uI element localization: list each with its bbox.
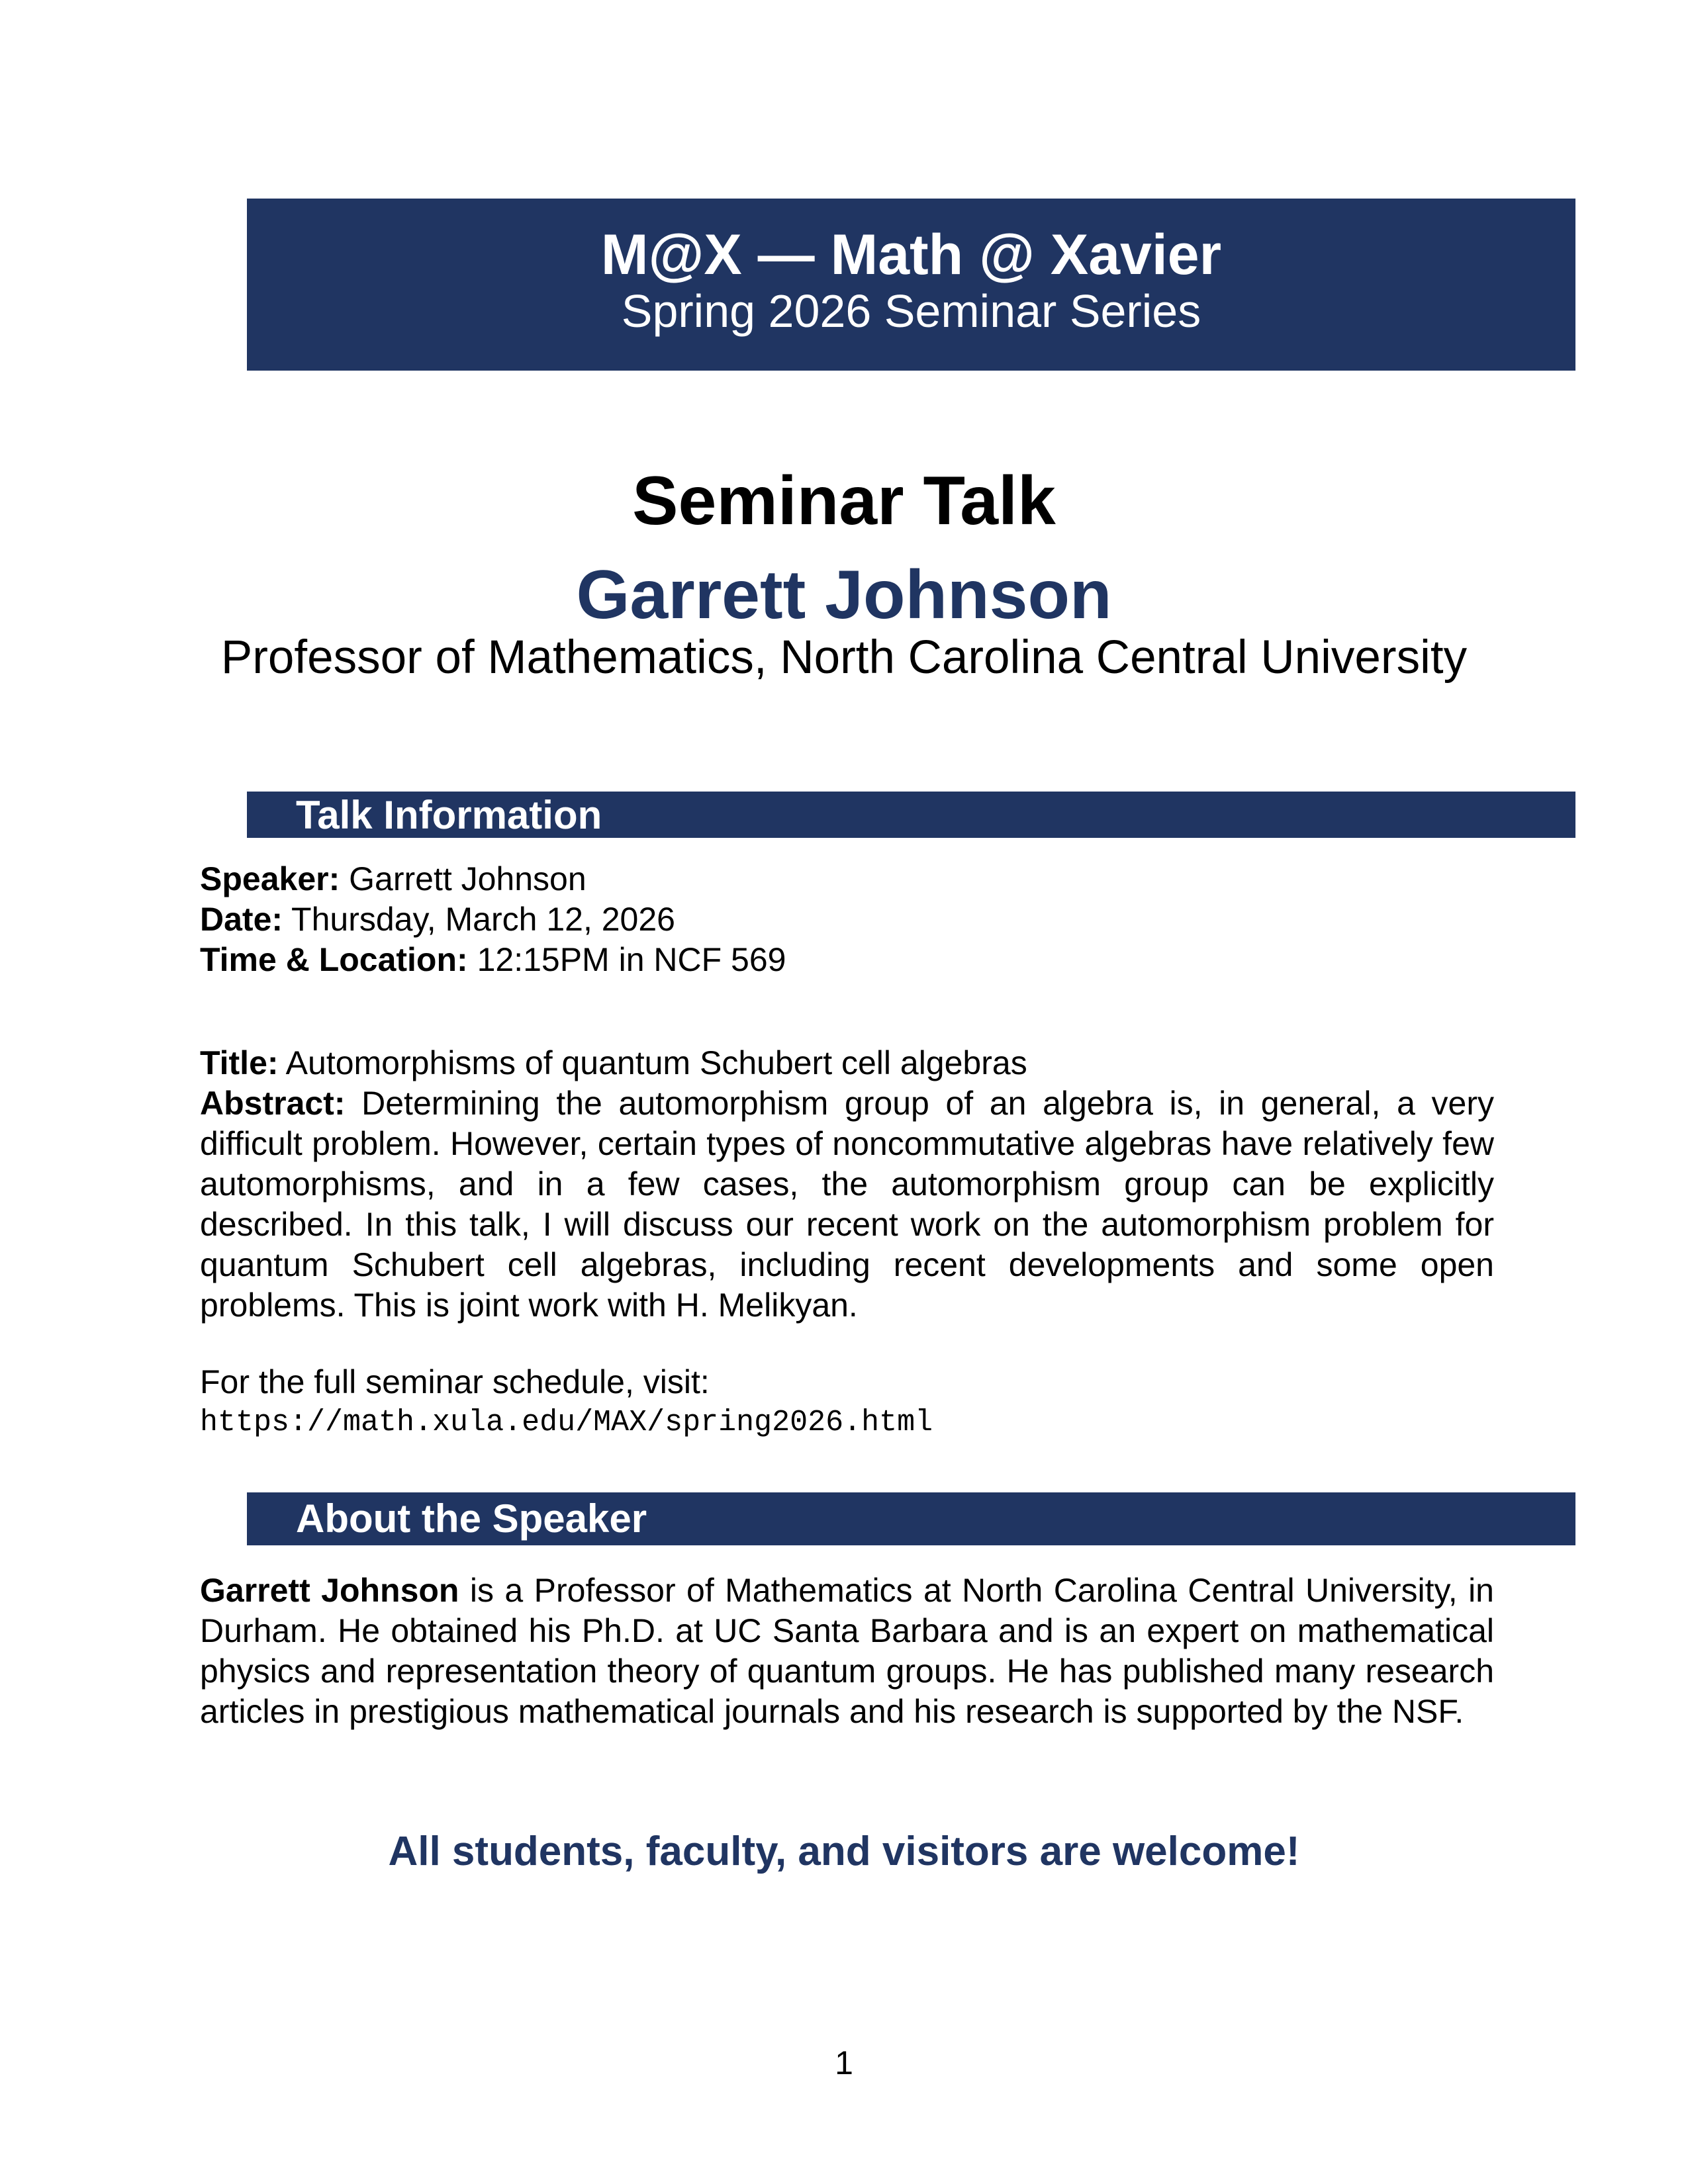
banner-subtitle: Spring 2026 Seminar Series	[621, 285, 1201, 337]
time-location-label: Time & Location:	[200, 941, 468, 978]
date-label: Date:	[200, 901, 283, 938]
speaker-bio	[200, 1570, 1494, 1732]
speaker-row	[200, 859, 1494, 899]
speaker-label: Speaker:	[200, 860, 340, 897]
section-header-talk-information	[247, 792, 1575, 838]
page-title: Seminar Talk	[632, 463, 1056, 539]
schedule-text: For the full seminar schedule, visit:	[200, 1363, 710, 1400]
section-title: Talk Information	[296, 793, 602, 837]
time-location-value: 12:15PM in NCF 569	[477, 941, 786, 978]
time-location-row	[200, 940, 1494, 980]
section-header-about-speaker	[247, 1492, 1575, 1545]
talk-details	[200, 859, 1494, 980]
section-title: About the Speaker	[296, 1496, 647, 1541]
header-banner	[247, 199, 1575, 371]
welcome-message: All students, faculty, and visitors are welcome!	[388, 1829, 1300, 1874]
schedule-link[interactable]: https://math.xula.edu/MAX/spring2026.html	[200, 1406, 933, 1439]
talk-title: Automorphisms of quantum Schubert cell algebras	[285, 1044, 1027, 1081]
banner-title: M@X — Math @ Xavier	[600, 223, 1222, 287]
speaker-affiliation: Professor of Mathematics, North Carolina Central University	[220, 631, 1468, 684]
date-row	[200, 899, 1494, 940]
bio-text: is a Professor of Mathematics at North Carolina Central University, in Durham. He obtained his Ph.D. at UC Santa Barbara and is an expert on mathematical physics and representation theory of quantum groups. He has published many research articles in prestigious mathematical journals and his research is supported by the NSF.	[200, 1572, 1494, 1730]
title-row	[200, 1043, 1494, 1083]
speaker-value: Garrett Johnson	[349, 860, 586, 897]
abstract-text: Determining the automorphism group of an algebra is, in general, a very difficult problem. However, certain types of noncommutative algebras have relatively few automorphisms, and in a few cases, the automorphism group can be explicitly described. In this talk, I will discuss our recent work on the automorphism problem for quantum Schubert cell algebras, including recent developments and some open problems. This is joint work with H. Melikyan.	[200, 1085, 1494, 1324]
speaker-name: Garrett Johnson	[576, 557, 1112, 633]
title-label: Title:	[200, 1044, 279, 1081]
page-number: 1	[835, 2044, 853, 2081]
date-value: Thursday, March 12, 2026	[291, 901, 675, 938]
abstract-paragraph	[200, 1083, 1494, 1326]
schedule-info	[200, 1362, 1494, 1443]
talk-abstract-block	[200, 1043, 1494, 1326]
bio-speaker-name: Garrett Johnson	[200, 1572, 459, 1609]
abstract-label: Abstract:	[200, 1085, 346, 1122]
